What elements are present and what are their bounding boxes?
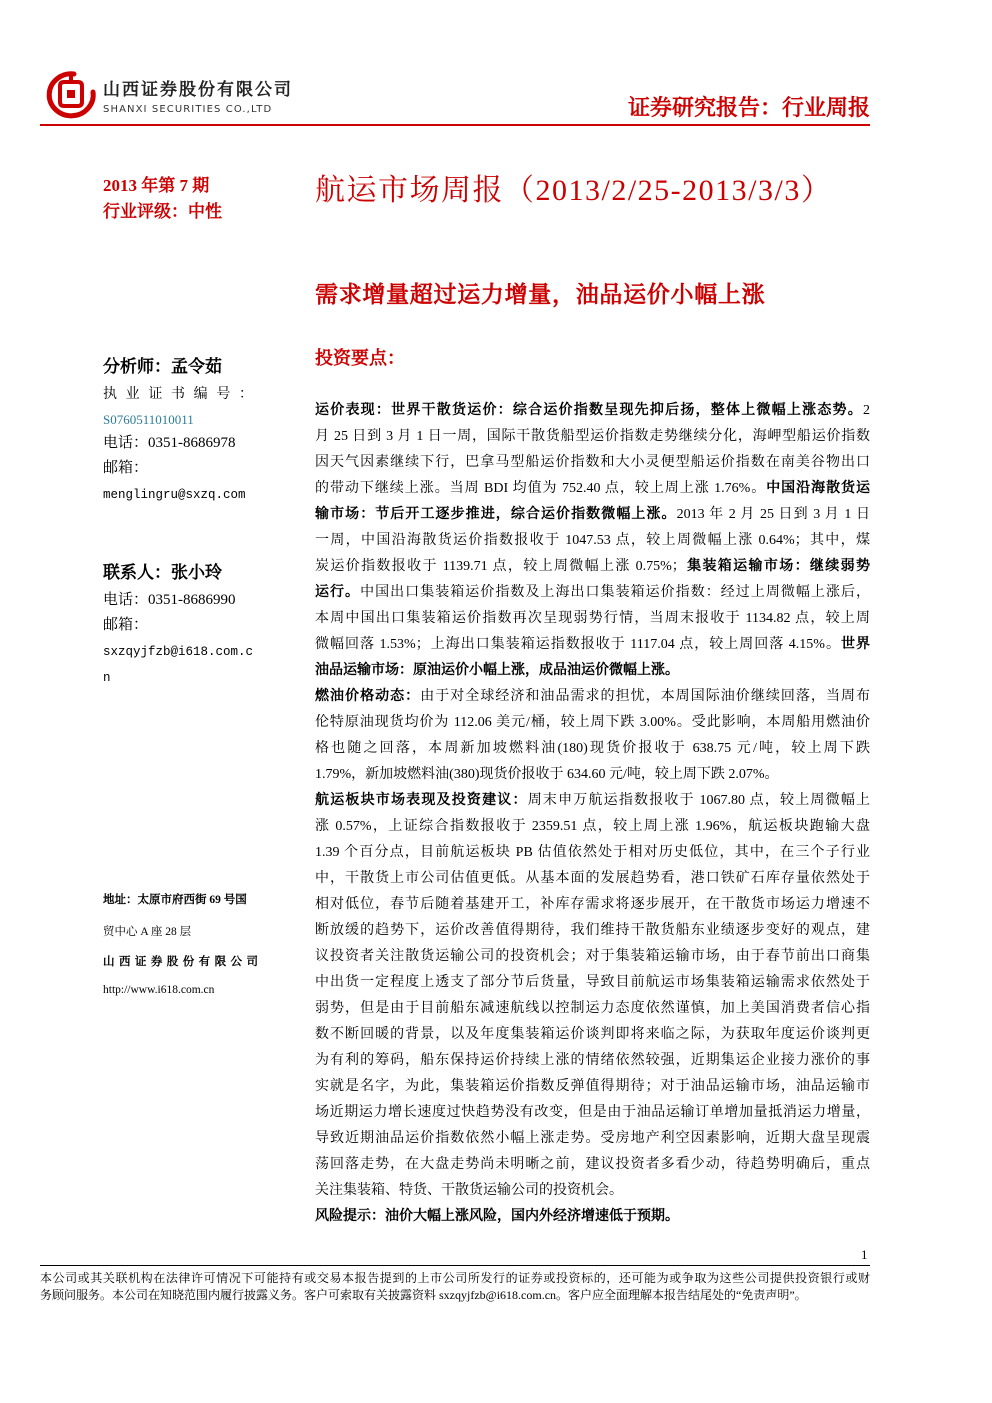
body-line: [315, 996, 870, 1022]
body-line: [315, 580, 870, 606]
body-bold-text: 输市场：节后开工逐步推进，综合运价指数微幅上涨。: [315, 507, 677, 522]
body-text: 本周中国出口集装箱运价指数再次呈现弱势行情，当周末报收于 1134.82 点，较上周: [315, 611, 870, 626]
section-heading: 投资要点：: [315, 348, 405, 368]
body-line: [315, 1126, 870, 1152]
contact-email-line: sxzqyjfzb@i618.com.c: [103, 645, 254, 659]
body-line: [315, 1048, 870, 1074]
body-line: [315, 528, 870, 554]
body-line: [315, 450, 870, 476]
body-text: 断放缓的趋势下，运价改善值得期待，我们维持干散货船东业绩逐步变好的观点，建: [315, 923, 870, 938]
body-bold-text: 运行。: [315, 585, 361, 600]
body-line: [315, 1074, 870, 1100]
body-line: [315, 606, 870, 632]
body-text: 实就是名字，为此，集装箱运价指数反弹值得期待；对于油品运输市场，油品运输市: [315, 1079, 870, 1094]
body-line: [315, 710, 870, 736]
body-text: 一周，中国沿海散货运价指数报收于 1047.53 点，较上周微幅上涨 0.64%；其中，煤: [315, 533, 870, 548]
body-line: [315, 502, 870, 528]
address-line: 地址：太原市府西街 69 号国: [103, 894, 247, 906]
body-bold-text: 集装箱运输市场：继续弱势: [685, 559, 870, 574]
analyst-email-label: 邮箱：: [103, 460, 149, 476]
contact-email-label: 邮箱：: [103, 617, 149, 633]
body-line: [315, 1152, 870, 1178]
body-text: 中，干散货上市公司估值更低。从基本面的发展趋势看，港口铁矿石库存量依然处于: [315, 871, 870, 886]
body-line: [315, 632, 870, 658]
body-text: 炭运价指数报收于 1139.71 点，较上周微幅上涨 0.75%；: [315, 559, 686, 574]
body-text: 因天气因素继续下行，巴拿马型船运价指数和大小灵便型船运价指数在南美谷物出口: [315, 455, 870, 470]
analyst-email: menglingru@sxzq.com: [103, 488, 246, 502]
body-text: 月 25 日到 3 月 1 日一周，国际干散货船型运价指数走势继续分化，海岬型船运价指数: [315, 429, 870, 444]
shanxi-securities-logo-icon: [44, 70, 98, 120]
page-title: 航运市场周报（2013/2/25-2013/3/3）: [315, 174, 833, 207]
body-line: [315, 476, 870, 502]
body-line: [315, 866, 870, 892]
body-text: 的带动下继续上涨。当周 BDI 均值为 752.40 点，较上周上涨 1.76%。: [315, 481, 767, 496]
body-line: [315, 1178, 870, 1204]
body-bold-text: 世界: [840, 637, 870, 652]
company-name-en: SHANXI SECURITIES CO.,LTD: [103, 104, 273, 115]
body-text: 中国出口集装箱运价指数及上海出口集装箱运价指数：经过上周微幅上涨后，: [360, 585, 870, 600]
body-text: 周末申万航运指数报收于 1067.80 点，较上周微幅上: [527, 793, 870, 808]
body-line: [315, 892, 870, 918]
body-line: [315, 970, 870, 996]
body-bold-text: 运价表现：世界干散货运价：综合运价指数呈现先抑后扬，整体上微幅上涨态势。: [315, 403, 863, 418]
address-line: 贸中心 A 座 28 层: [103, 926, 192, 938]
body-line: [315, 944, 870, 970]
body-line: [315, 398, 870, 424]
body-bold-text: 燃油价格动态：: [315, 689, 421, 704]
body-text: 相对低位，春节后随着基建开工，补库存需求将逐步展开，在干散货市场运力增速不: [315, 897, 870, 912]
body-line: [315, 658, 870, 684]
body-line: [315, 684, 870, 710]
footer-divider: [40, 1265, 870, 1266]
page-number: 1: [861, 1247, 868, 1262]
body-text: 微幅回落 1.53%；上海出口集装箱运指数报收于 1117.04 点，较上周回落 4.15%。: [315, 637, 841, 652]
body-line: [315, 736, 870, 762]
license-label: 执 业 证 书 编 号 ：: [103, 387, 253, 402]
body-text: 1.79%，新加坡燃料油(380)现货价报收于 634.60 元/吨，较上周下跌 2.07%。: [315, 767, 779, 782]
header-divider: [40, 124, 870, 126]
body-text: 1.39 个百分点，目前航运板块 PB 估值依然处于相对历史低位，其中，在三个子行业: [315, 845, 870, 860]
body-text: 为有利的筹码，船东保持运价持续上涨的情绪依然较强，近期集运企业接力涨价的事: [315, 1053, 870, 1068]
contact-email-line: n: [103, 671, 111, 685]
body-line: [315, 840, 870, 866]
body-bold-text: 航运板块市场表现及投资建议：: [315, 793, 528, 808]
body-text: 2013 年 2 月 25 日到 3 月 1 日: [676, 507, 870, 522]
body-line: [315, 1100, 870, 1126]
body-text: 弱势，但是由于目前船东减速航线以控制运力态度依然谨慎，加上美国消费者信心指: [315, 1001, 870, 1016]
body-line: [315, 554, 870, 580]
issue-number: 2013 年第 7 期: [103, 176, 210, 195]
body-text: 格也随之回落，本周新加坡燃料油(180)现货价报收于 638.75 元/吨，较上周下跌: [315, 741, 870, 756]
body-text: 由于对全球经济和油品需求的担忧，本周国际油价继续回落，当周布: [420, 689, 870, 704]
body-text: 中出货一定程度上透支了部分节后货量，导致目前航运市场集装箱运输需求依然处于: [315, 975, 870, 990]
investment-highlights-body: [315, 398, 870, 1230]
body-bold-text: 风险提示：油价大幅上涨风险，国内外经济增速低于预期。: [315, 1209, 679, 1224]
license-number: S0760511010011: [103, 412, 194, 427]
analyst-name: 分析师：孟令茹: [103, 357, 222, 376]
body-line: [315, 814, 870, 840]
company-name-cn: 山西证券股份有限公司: [103, 80, 293, 100]
disclaimer-line: 务顾问服务。本公司在知晓范围内履行披露义务。客户可索取有关披露资料 sxzqyjfzb@i618.com.cn。客户应全面理解本报告结尾处的“免责声明”。: [40, 1288, 807, 1302]
address-company: 山 西 证 券 股 份 有 限 公 司: [103, 956, 258, 968]
body-line: [315, 1204, 870, 1230]
body-text: 议投资者关注散货运输公司的投资机会；对于集装箱运输市场，由于春节前出口商集: [315, 949, 870, 964]
body-bold-text: 油品运输市场：原油运价小幅上涨，成品油运价微幅上涨。: [315, 663, 679, 678]
body-text: 场近期运力增长速度过快趋势没有改变，但是由于油品运输订单增加量抵消运力增量，: [315, 1105, 870, 1120]
body-line: [315, 1022, 870, 1048]
body-text: 导致近期油品运价指数依然小幅上涨走势。受房地产利空因素影响，近期大盘呈现震: [315, 1131, 870, 1146]
body-text: 伦特原油现货均价为 112.06 美元/桶，较上周下跌 3.00%。受此影响，本周船用燃油价: [315, 715, 870, 730]
body-line: [315, 424, 870, 450]
industry-rating: 行业评级：中性: [103, 202, 222, 221]
body-text: 荡回落走势，在大盘走势尚未明晰之前，建议投资者多看少动，待趋势明确后，重点: [315, 1157, 870, 1172]
body-line: [315, 788, 870, 814]
body-line: [315, 918, 870, 944]
page-subtitle: 需求增量超过运力增量，油品运价小幅上涨: [315, 282, 766, 307]
body-text: 2: [863, 403, 870, 418]
company-url: http://www.i618.com.cn: [103, 984, 215, 996]
contact-name: 联系人：张小玲: [103, 563, 222, 582]
body-text: 关注集装箱、特货、干散货运输公司的投资机会。: [315, 1183, 623, 1198]
contact-phone: 电话：0351-8686990: [103, 592, 236, 608]
body-text: 涨 0.57%，上证综合指数报收于 2359.51 点，较上周上涨 1.96%，航运板块跑输大盘: [315, 819, 870, 834]
disclaimer-line: 本公司或其关联机构在法律许可情况下可能持有或交易本报告提到的上市公司所发行的证券或投资标的，还可能为或争取为这些公司提供投资银行或财: [40, 1271, 870, 1285]
body-bold-text: 中国沿海散货运: [766, 481, 870, 496]
body-line: [315, 762, 870, 788]
analyst-phone: 电话：0351-8686978: [103, 435, 236, 451]
body-text: 数不断回暖的背景，以及年度集装箱运价谈判即将来临之际，为获取年度运价谈判更: [315, 1027, 870, 1042]
report-type: 证券研究报告：行业周报: [627, 95, 870, 120]
